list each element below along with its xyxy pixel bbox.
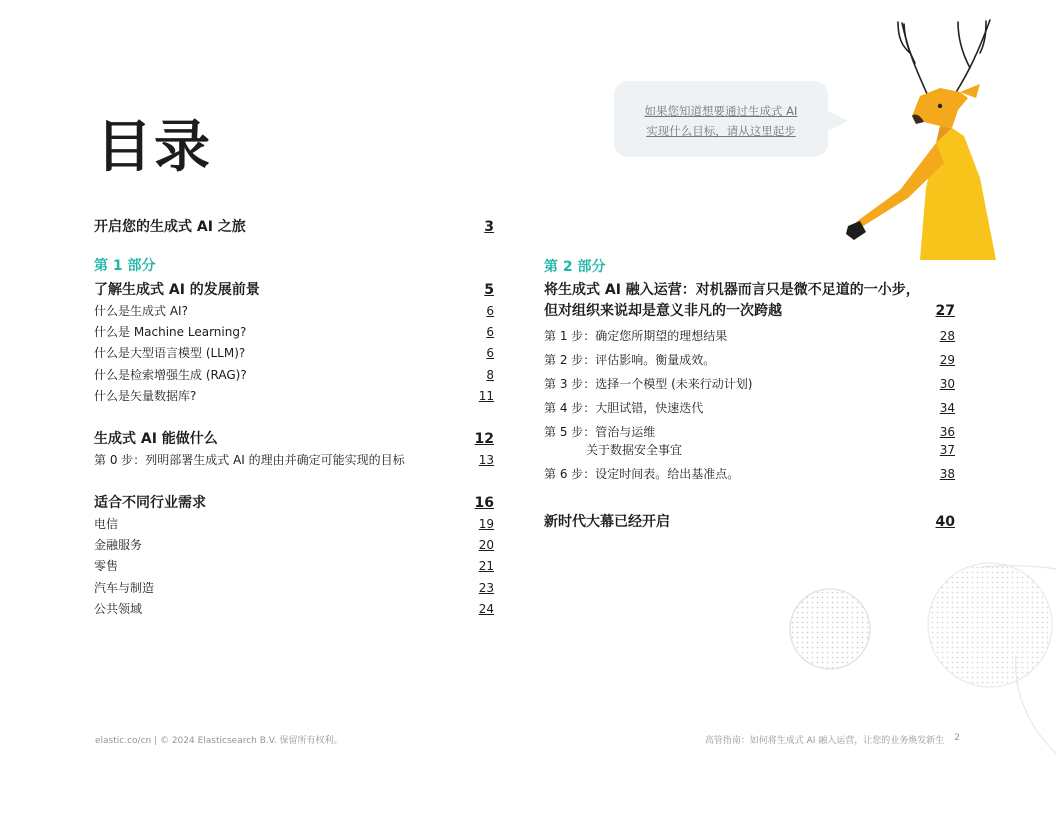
speech-bubble[interactable] <box>614 81 828 157</box>
toc-closing-page[interactable]: 40 <box>935 514 955 530</box>
footer-page-number: 2 <box>954 733 960 743</box>
toc-item-row[interactable] <box>94 579 494 596</box>
toc-item-row[interactable] <box>94 387 494 404</box>
toc-item-row[interactable] <box>94 302 494 319</box>
toc-item-page[interactable]: 24 <box>478 602 494 616</box>
toc-part2-heading[interactable] <box>544 280 955 322</box>
toc-item-page[interactable]: 6 <box>486 325 494 339</box>
toc-item-label[interactable]: 第 0 步：列明部署生成式 AI 的理由并确定可能实现的目标 <box>94 453 405 467</box>
toc-item-row[interactable] <box>544 423 955 440</box>
toc-item-label[interactable]: 什么是 Machine Learning? <box>94 325 247 339</box>
toc-item-label[interactable]: 第 6 步：设定时间表。给出基准点。 <box>544 467 740 481</box>
toc-item-row[interactable] <box>94 451 494 468</box>
toc-item-row[interactable] <box>94 536 494 553</box>
toc-intro-row[interactable] <box>94 216 494 236</box>
toc-item-page[interactable]: 29 <box>939 353 955 367</box>
footer-left: elastic.co/cn | © 2024 Elasticsearch B.V. 保留所有权利。 <box>95 736 343 746</box>
toc-item-row[interactable] <box>544 351 955 368</box>
toc-item-row[interactable] <box>94 557 494 574</box>
footer-right <box>705 733 960 746</box>
part1-label: 第 1 部分 <box>94 258 156 274</box>
toc-item-label[interactable]: 汽车与制造 <box>94 581 155 595</box>
toc-item-page[interactable]: 6 <box>486 346 494 360</box>
decorative-circles <box>780 555 1056 755</box>
toc-item-page[interactable]: 11 <box>478 389 494 403</box>
toc-item-row[interactable] <box>94 600 494 617</box>
toc-subitem-row[interactable] <box>544 441 955 458</box>
toc-intro-page[interactable]: 3 <box>484 219 494 235</box>
toc-item-page[interactable]: 37 <box>939 443 955 457</box>
toc-item-page[interactable]: 34 <box>939 401 955 415</box>
toc-item-row[interactable] <box>544 399 955 416</box>
toc-item-label[interactable]: 零售 <box>94 559 119 573</box>
toc-item-row[interactable] <box>94 344 494 361</box>
toc-item-page[interactable]: 36 <box>939 425 955 439</box>
toc-section-title[interactable]: 生成式 AI 能做什么 <box>94 431 218 447</box>
toc-item-label[interactable]: 第 5 步：管治与运维 <box>544 425 656 439</box>
toc-item-row[interactable] <box>544 375 955 392</box>
toc-intro-label[interactable]: 开启您的生成式 AI 之旅 <box>94 219 246 235</box>
toc-section-row[interactable] <box>94 492 494 512</box>
toc-closing-label[interactable]: 新时代大幕已经开启 <box>544 514 670 530</box>
toc-section-page[interactable]: 12 <box>474 431 494 447</box>
toc-closing-row[interactable] <box>544 511 955 531</box>
toc-part2-heading-page[interactable]: 27 <box>935 303 955 319</box>
toc-item-page[interactable]: 21 <box>478 559 494 573</box>
toc-item-label[interactable]: 金融服务 <box>94 538 143 552</box>
bubble-link[interactable] <box>614 101 828 141</box>
toc-item-page[interactable]: 6 <box>486 304 494 318</box>
toc-item-row[interactable] <box>94 366 494 383</box>
footer-title: 高管指南：如何将生成式 AI 融入运营，让您的业务焕发新生 <box>704 736 945 746</box>
toc-subitem-label[interactable]: 关于数据安全事宜 <box>586 443 683 457</box>
bubble-line-2[interactable]: 实现什么目标，请从这里起步 <box>646 124 796 138</box>
toc-item-row[interactable] <box>544 327 955 344</box>
toc-section-title[interactable]: 适合不同行业需求 <box>94 495 206 511</box>
toc-item-label[interactable]: 什么是生成式 AI? <box>94 304 188 318</box>
toc-part2-heading-line1[interactable]: 将生成式 AI 融入运营：对机器而言只是微不足道的一小步， <box>544 282 920 298</box>
toc-section-row[interactable] <box>94 279 494 299</box>
deer-illustration <box>840 18 1000 260</box>
toc-item-page[interactable]: 8 <box>486 368 494 382</box>
toc-item-page[interactable]: 19 <box>478 517 494 531</box>
toc-item-page[interactable]: 38 <box>939 467 955 481</box>
page-title: 目录 <box>96 115 212 180</box>
toc-item-label[interactable]: 什么是矢量数据库? <box>94 389 197 403</box>
toc-item-label[interactable]: 第 2 步：评估影响。衡量成效。 <box>544 353 716 367</box>
toc-item-page[interactable]: 30 <box>939 377 955 391</box>
toc-item-row[interactable] <box>94 515 494 532</box>
toc-item-label[interactable]: 什么是大型语言模型 (LLM)? <box>94 346 246 360</box>
toc-item-row[interactable] <box>544 465 955 482</box>
toc-item-label[interactable]: 公共领域 <box>94 602 143 616</box>
toc-item-page[interactable]: 13 <box>478 453 494 467</box>
toc-item-row[interactable] <box>94 323 494 340</box>
part2-label: 第 2 部分 <box>544 259 606 275</box>
toc-item-page[interactable]: 28 <box>939 329 955 343</box>
toc-section-page[interactable]: 16 <box>474 495 494 511</box>
bubble-line-1[interactable]: 如果您知道想要通过生成式 AI <box>644 104 798 118</box>
toc-item-page[interactable]: 23 <box>478 581 494 595</box>
toc-section-page[interactable]: 5 <box>484 282 494 298</box>
toc-item-label[interactable]: 第 1 步：确定您所期望的理想结果 <box>544 329 728 343</box>
toc-item-label[interactable]: 第 4 步：大胆试错，快速迭代 <box>544 401 704 415</box>
toc-section-row[interactable] <box>94 428 494 448</box>
toc-item-label[interactable]: 电信 <box>94 517 119 531</box>
toc-item-label[interactable]: 第 3 步：选择一个模型 (未来行动计划) <box>544 377 753 391</box>
toc-item-label[interactable]: 什么是检索增强生成 (RAG)? <box>94 368 247 382</box>
toc-part2-heading-line2[interactable]: 但对组织来说却是意义非凡的一次跨越 <box>544 303 782 319</box>
toc-section-title[interactable]: 了解生成式 AI 的发展前景 <box>94 282 260 298</box>
toc-item-page[interactable]: 20 <box>478 538 494 552</box>
